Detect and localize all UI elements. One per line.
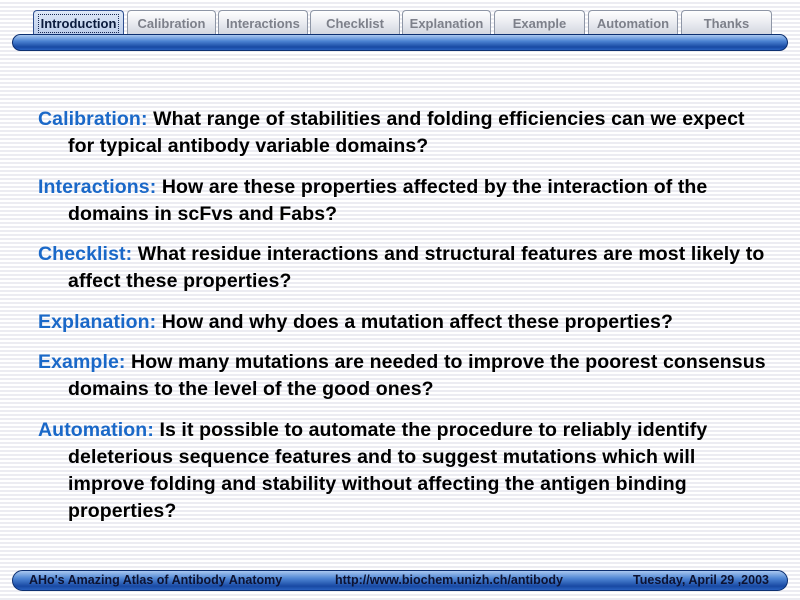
tab-label: Explanation (409, 16, 484, 31)
item-text: What residue interactions and structural features are most likely to affect these properties? (68, 243, 765, 292)
item-label: Example: (38, 351, 126, 373)
footer-date: Tuesday, April 29 ,2003 (633, 573, 769, 587)
item-text: How and why does a mutation affect these properties? (161, 310, 673, 333)
tab-calibration[interactable] (127, 10, 216, 36)
list-item (38, 417, 768, 525)
tab-example[interactable] (494, 10, 585, 36)
item-text: What range of stabilities and folding efficiencies can we expect for typical antibody variable domains? (68, 108, 745, 157)
tab-thanks[interactable] (681, 10, 772, 36)
item-label: Checklist: (38, 243, 133, 265)
list-item (38, 309, 768, 336)
list-item (38, 349, 768, 403)
question-list (38, 106, 768, 538)
tab-label: Thanks (703, 16, 750, 31)
footer-url-link[interactable]: http://www.biochem.unizh.ch/antibody (335, 573, 563, 587)
list-item (38, 106, 768, 160)
tab-label: Interactions (226, 16, 300, 31)
item-text: How are these properties affected by the interaction of the domains in scFvs and Fabs? (68, 175, 708, 225)
item-text: How many mutations are needed to improve the poorest consensus domains to the level of the good ones? (68, 351, 766, 400)
tab-explanation[interactable] (402, 10, 491, 36)
footer-title: AHo's Amazing Atlas of Antibody Anatomy (29, 573, 283, 587)
tab-introduction[interactable] (33, 10, 124, 36)
tab-label: Checklist (326, 16, 384, 31)
tab-bar (0, 0, 800, 56)
tab-automation[interactable] (588, 10, 678, 36)
list-item (38, 241, 768, 295)
footer-bar (12, 570, 788, 591)
item-label: Explanation: (38, 310, 157, 333)
item-label: Interactions: (38, 175, 157, 198)
item-label: Calibration: (38, 108, 148, 130)
tab-label: Calibration (137, 16, 206, 31)
list-item (38, 174, 768, 228)
tab-label: Introduction (40, 16, 117, 31)
tab-interactions[interactable] (218, 10, 308, 36)
item-label: Automation: (38, 418, 154, 441)
item-text: Is it possible to automate the procedure to reliably identify deleterious sequence features and to suggest mutations which will improve folding and stability without affecting the antigen binding properties? (68, 418, 708, 522)
tab-checklist[interactable] (310, 10, 400, 36)
tab-rail (12, 34, 788, 51)
tab-label: Automation (596, 16, 670, 31)
tab-label: Example (512, 16, 567, 31)
